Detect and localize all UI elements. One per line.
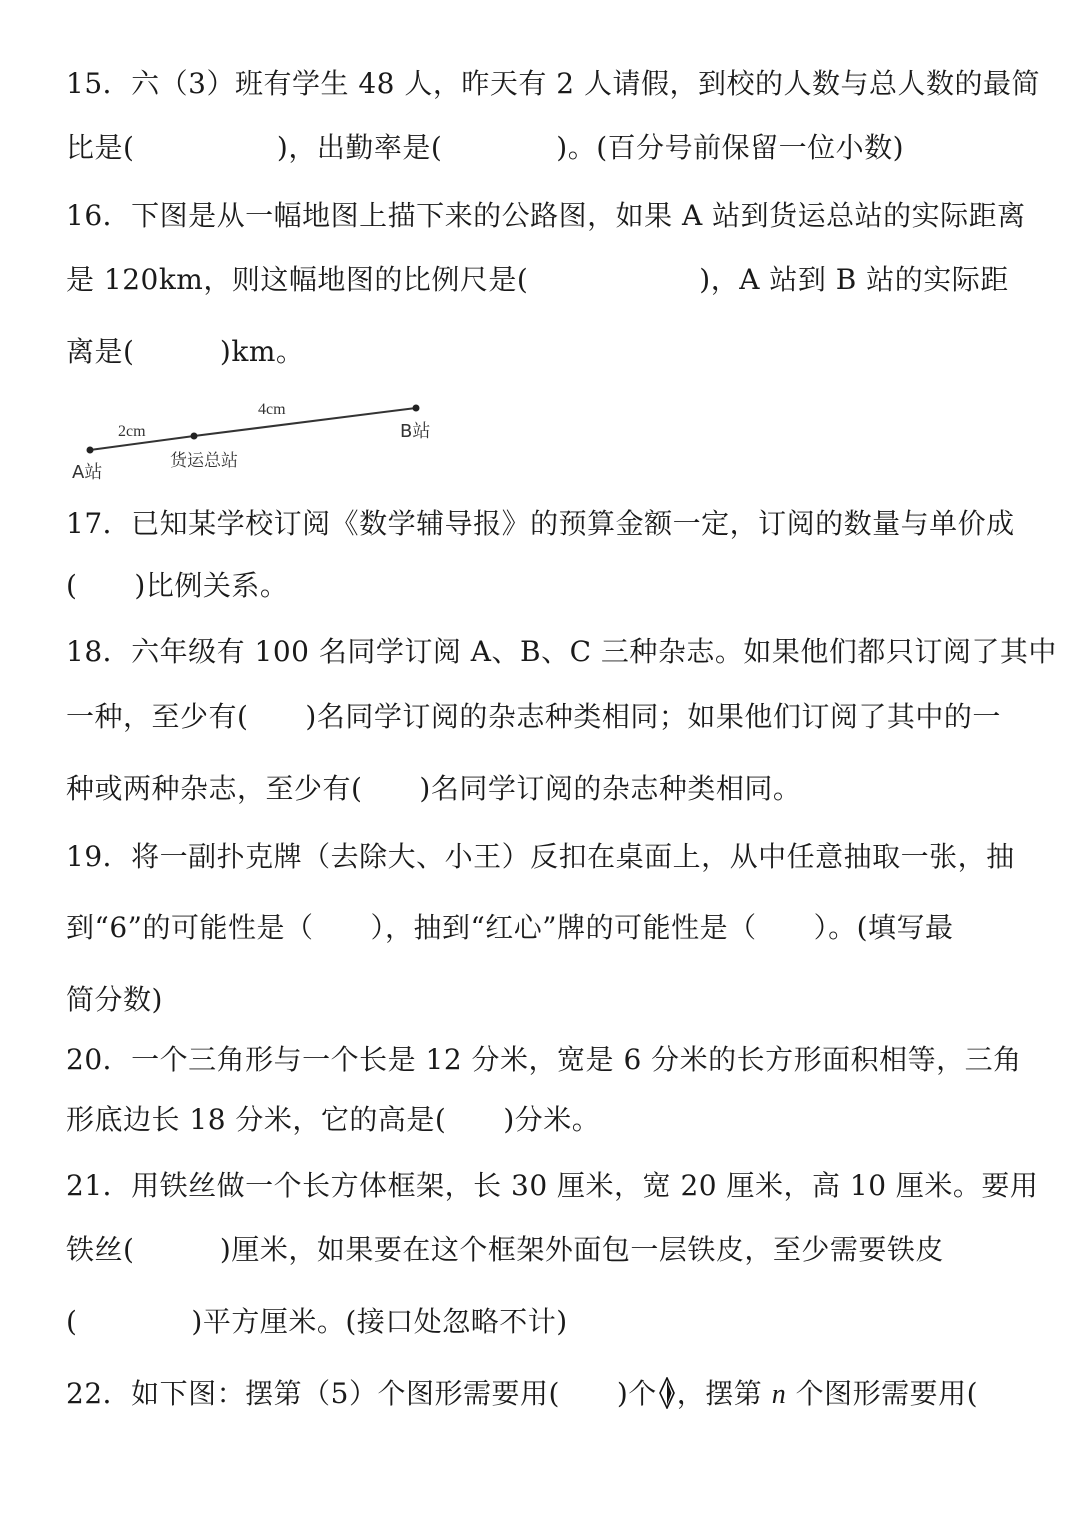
q18-line-1: 18．六年级有 100 名同学订阅 A、B、C 三种杂志。如果他们都只订阅了其中 [66,635,1057,668]
q22-variable-n: n [771,1379,787,1410]
station-a-dot [87,447,94,454]
q17-line-1: 17．已知某学校订阅《数学辅导报》的预算金额一定，订阅的数量与单价成 [66,507,1015,540]
diamond-icon [659,1377,675,1420]
q22-line-1 [66,1374,978,1420]
station-b-dot [413,405,420,412]
q21-line-2: 铁丝( )厘米，如果要在这个框架外面包一层铁皮，至少需要铁皮 [66,1233,944,1266]
label-station-a: A站 [72,462,103,483]
label-2cm: 2cm [118,423,146,440]
q19-line-1: 19．将一副扑克牌（去除大、小王）反扣在桌面上，从中任意抽取一张，抽 [66,840,1015,873]
label-station-b: B站 [400,421,431,442]
label-4cm: 4cm [258,401,286,418]
q15-line-1: 15．六（3）班有学生 48 人，昨天有 2 人请假，到校的人数与总人数的最简 [66,67,1040,100]
q16-line-2: 是 120km，则这幅地图的比例尺是( )，A 站到 B 站的实际距 [66,263,1009,296]
q21-line-1: 21．用铁丝做一个长方体框架，长 30 厘米，宽 20 厘米，高 10 厘米。要用 [66,1169,1039,1202]
freight-station-dot [191,433,198,440]
q19-line-2: 到“6”的可能性是（ ），抽到“红心”牌的可能性是（ ）。(填写最 [66,911,954,944]
q21-line-3: ( )平方厘米。(接口处忽略不计) [66,1305,568,1338]
q22-text-part3: 个图形需要用( [786,1377,979,1410]
q19-line-3: 简分数) [66,983,163,1016]
q22-text-part1: 22．如下图：摆第（5）个图形需要用( )个 [66,1377,657,1410]
q15-line-2: 比是( )，出勤率是( )。(百分号前保留一位小数) [66,131,905,164]
q16-line-3: 离是( )km。 [66,335,305,368]
q17-line-2: ( )比例关系。 [66,569,289,602]
road-freight-to-b [194,408,416,436]
q18-line-3: 种或两种杂志，至少有( )名同学订阅的杂志种类相同。 [66,772,802,805]
road-map-diagram [66,392,446,492]
q20-line-1: 20．一个三角形与一个长是 12 分米，宽是 6 分米的长方形面积相等，三角 [66,1043,1022,1076]
q22-text-part2: ，摆第 [676,1377,772,1410]
q16-line-1: 16．下图是从一幅地图上描下来的公路图，如果 A 站到货运总站的实际距离 [66,199,1026,232]
label-freight-station: 货运总站 [170,451,238,471]
q20-line-2: 形底边长 18 分米，它的高是( )分米。 [66,1103,601,1136]
q18-line-2: 一种，至少有( )名同学订阅的杂志种类相同；如果他们订阅了其中的一 [66,700,1001,733]
